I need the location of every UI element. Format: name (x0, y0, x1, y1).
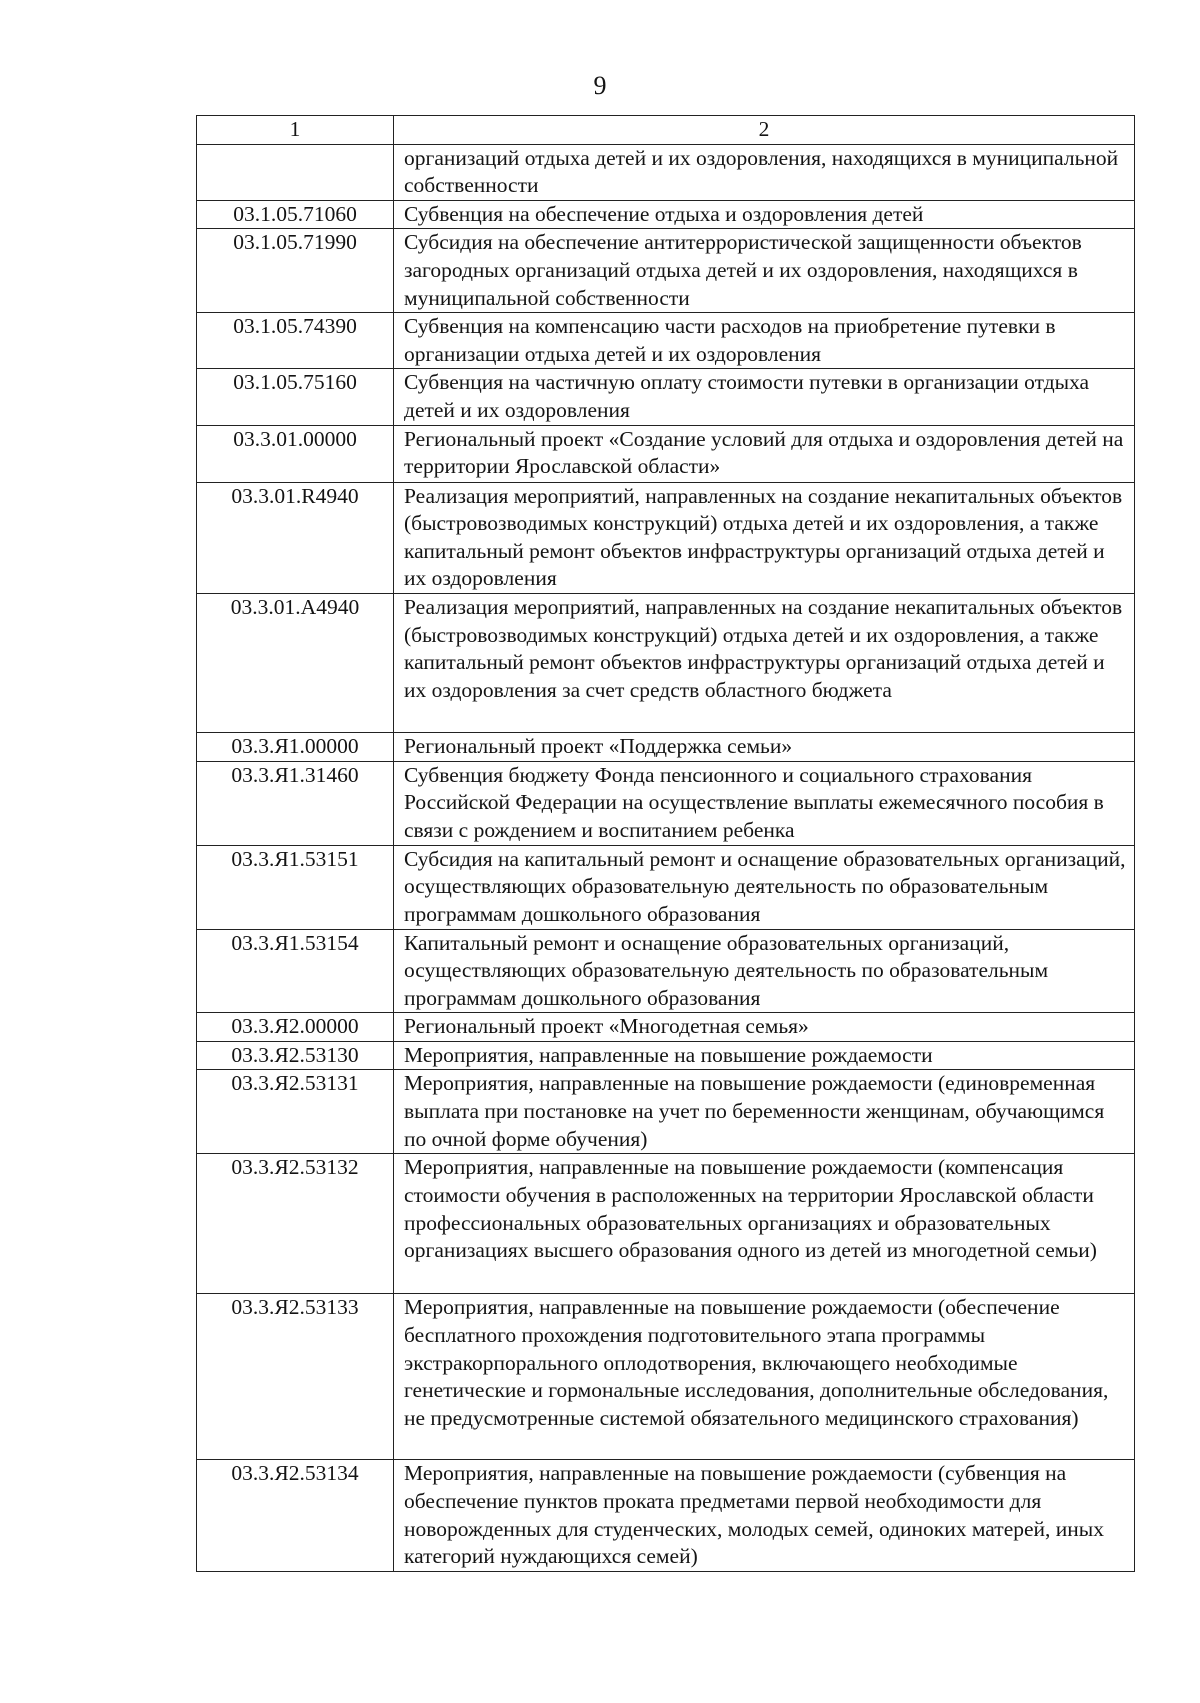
row-code: 03.3.Я2.53132 (197, 1154, 394, 1294)
table-row (197, 1460, 1135, 1572)
row-description: Субвенция на обеспечение отдыха и оздоровления детей (394, 200, 1135, 229)
row-description: Реализация мероприятий, направленных на создание некапитальных объектов (быстровозводимых конструкций) отдыха детей и их оздоровления, а также капитальный ремонт объектов инфраструктуры организаций отдыха детей и их оздоровления (394, 482, 1135, 593)
row-code: 03.3.01.R4940 (197, 482, 394, 593)
row-description: Мероприятия, направленные на повышение рождаемости (обеспечение бесплатного прохождения подготовительного этапа программы экстракорпорального оплодотворения, включающего необходимые генетические и гормональные исследования, дополнительные обследования, не предусмотренные системой обязательного медицинского страхования) (394, 1294, 1135, 1460)
row-code (197, 144, 394, 200)
row-description: Региональный проект «Многодетная семья» (394, 1013, 1135, 1042)
table-row (197, 929, 1135, 1013)
row-code: 03.3.Я1.53154 (197, 929, 394, 1013)
column-header-code: 1 (197, 116, 394, 145)
row-code: 03.1.05.71990 (197, 229, 394, 313)
table-row (197, 761, 1135, 845)
row-description: Мероприятия, направленные на повышение рождаемости (394, 1041, 1135, 1070)
row-description: Субсидия на капитальный ремонт и оснащение образовательных организаций, осуществляющих образовательную деятельность по образовательным программам дошкольного образования (394, 845, 1135, 929)
row-description: Субвенция на компенсацию части расходов на приобретение путевки в организации отдыха детей и их оздоровления (394, 313, 1135, 369)
row-description: организаций отдыха детей и их оздоровления, находящихся в муниципальной собственности (394, 144, 1135, 200)
page-number: 9 (593, 71, 607, 100)
row-description: Субсидия на обеспечение антитеррористической защищенности объектов загородных организаций отдыха детей и их оздоровления, находящихся в муниципальной собственности (394, 229, 1135, 313)
column-header-description: 2 (394, 116, 1135, 145)
table-row (197, 1294, 1135, 1460)
row-description: Субвенция бюджету Фонда пенсионного и социального страхования Российской Федерации на осуществление выплаты ежемесячного пособия в связи с рождением и воспитанием ребенка (394, 761, 1135, 845)
row-code: 03.1.05.74390 (197, 313, 394, 369)
row-code: 03.3.Я2.53130 (197, 1041, 394, 1070)
table-row (197, 144, 1135, 200)
row-description: Реализация мероприятий, направленных на создание некапитальных объектов (быстровозводимых конструкций) отдыха детей и их оздоровления, а также капитальный ремонт объектов инфраструктуры организаций отдыха детей и их оздоровления за счет средств областного бюджета (394, 593, 1135, 732)
table-row (197, 425, 1135, 482)
row-description: Субвенция на частичную оплату стоимости путевки в организации отдыха детей и их оздоровления (394, 369, 1135, 425)
row-code: 03.3.Я1.31460 (197, 761, 394, 845)
table-row (197, 1154, 1135, 1294)
row-description: Мероприятия, направленные на повышение рождаемости (субвенция на обеспечение пунктов проката предметами первой необходимости для новорожденных для студенческих, молодых семей, одиноких матерей, иных категорий нуждающихся семей) (394, 1460, 1135, 1572)
row-code: 03.3.Я2.00000 (197, 1013, 394, 1042)
budget-classification-table (196, 115, 1135, 1572)
table-row (197, 1013, 1135, 1042)
table-row (197, 1070, 1135, 1154)
row-code: 03.3.Я2.53133 (197, 1294, 394, 1460)
row-code: 03.3.01.00000 (197, 425, 394, 482)
table-row (197, 369, 1135, 425)
table-row (197, 732, 1135, 761)
row-code: 03.3.Я1.00000 (197, 732, 394, 761)
row-code: 03.1.05.71060 (197, 200, 394, 229)
row-description: Региональный проект «Создание условий для отдыха и оздоровления детей на территории Ярославской области» (394, 425, 1135, 482)
row-code: 03.3.Я1.53151 (197, 845, 394, 929)
table-row (197, 593, 1135, 732)
row-code: 03.3.01.A4940 (197, 593, 394, 732)
row-description: Мероприятия, направленные на повышение рождаемости (единовременная выплата при постановке на учет по беременности женщинам, обучающимся по очной форме обучения) (394, 1070, 1135, 1154)
row-description: Региональный проект «Поддержка семьи» (394, 732, 1135, 761)
table-header-row (197, 116, 1135, 145)
table-row (197, 200, 1135, 229)
row-description: Мероприятия, направленные на повышение рождаемости (компенсация стоимости обучения в расположенных на территории Ярославской области профессиональных образовательных организациях и образовательных организациях высшего образования одного из детей из многодетной семьи) (394, 1154, 1135, 1294)
table-row (197, 845, 1135, 929)
row-description: Капитальный ремонт и оснащение образовательных организаций, осуществляющих образовательную деятельность по образовательным программам дошкольного образования (394, 929, 1135, 1013)
row-code: 03.1.05.75160 (197, 369, 394, 425)
table-row (197, 482, 1135, 593)
row-code: 03.3.Я2.53131 (197, 1070, 394, 1154)
table-body (197, 144, 1135, 1572)
table-row (197, 229, 1135, 313)
table-row (197, 1041, 1135, 1070)
row-code: 03.3.Я2.53134 (197, 1460, 394, 1572)
table-row (197, 313, 1135, 369)
